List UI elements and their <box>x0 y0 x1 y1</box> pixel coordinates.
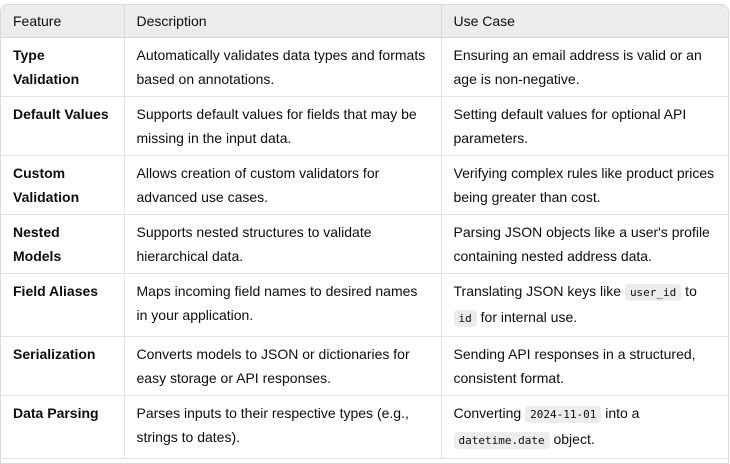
feature-cell: Custom Validation <box>1 155 124 214</box>
use-case-text: Setting default values for optional API parameters. <box>453 105 687 146</box>
header-feature: Feature <box>1 5 124 37</box>
feature-cell: Data Parsing <box>1 395 124 458</box>
header-use-case: Use Case <box>441 5 728 37</box>
use-case-text: for internal use. <box>476 309 578 325</box>
feature-cell: Nested Models <box>1 214 124 273</box>
use-case-text: Translating JSON keys like <box>453 282 625 299</box>
use-case-text: into a <box>601 404 640 421</box>
use-case-cell <box>441 214 728 273</box>
use-case-cell <box>441 96 728 155</box>
use-case-text: Parsing JSON objects like a user's profile containing nested address data. <box>453 223 710 264</box>
description-cell: Supports nested structures to validate hierarchical data. <box>124 214 441 273</box>
table-row <box>1 214 728 273</box>
inline-code: datetime.date <box>454 432 550 449</box>
use-case-cell <box>441 336 728 395</box>
features-table <box>1 5 728 459</box>
feature-cell: Field Aliases <box>1 273 124 336</box>
use-case-text: to <box>681 282 697 299</box>
description-cell: Maps incoming field names to desired names in your application. <box>124 273 441 336</box>
description-cell: Automatically validates data types and formats based on annotations. <box>124 37 441 96</box>
description-cell: Supports default values for fields that may be missing in the input data. <box>124 96 441 155</box>
use-case-text: Ensuring an email address is valid or an age is non-negative. <box>453 46 702 87</box>
use-case-text: object. <box>549 431 595 447</box>
description-cell: Allows creation of custom validators for advanced use cases. <box>124 155 441 214</box>
description-cell: Parses inputs to their respective types (e.g., strings to dates). <box>124 395 441 458</box>
header-description: Description <box>124 5 441 37</box>
inline-code: 2024-11-01 <box>525 406 601 423</box>
use-case-text: Sending API responses in a structured, consistent format. <box>453 345 696 386</box>
feature-cell: Default Values <box>1 96 124 155</box>
features-table-container <box>0 4 729 464</box>
use-case-cell <box>441 395 728 458</box>
table-row <box>1 37 728 96</box>
feature-cell: Serialization <box>1 336 124 395</box>
table-row <box>1 155 728 214</box>
table-row <box>1 395 728 458</box>
use-case-text: Converting <box>453 404 526 421</box>
feature-cell: Type Validation <box>1 37 124 96</box>
table-row <box>1 336 728 395</box>
use-case-cell <box>441 37 728 96</box>
use-case-cell <box>441 273 728 336</box>
inline-code: user_id <box>625 284 681 301</box>
use-case-cell <box>441 155 728 214</box>
use-case-text: Verifying complex rules like product prices being greater than cost. <box>453 164 715 205</box>
description-cell: Converts models to JSON or dictionaries for easy storage or API responses. <box>124 336 441 395</box>
table-row <box>1 96 728 155</box>
table-row <box>1 273 728 336</box>
inline-code: id <box>454 310 477 327</box>
header-row <box>1 5 728 37</box>
